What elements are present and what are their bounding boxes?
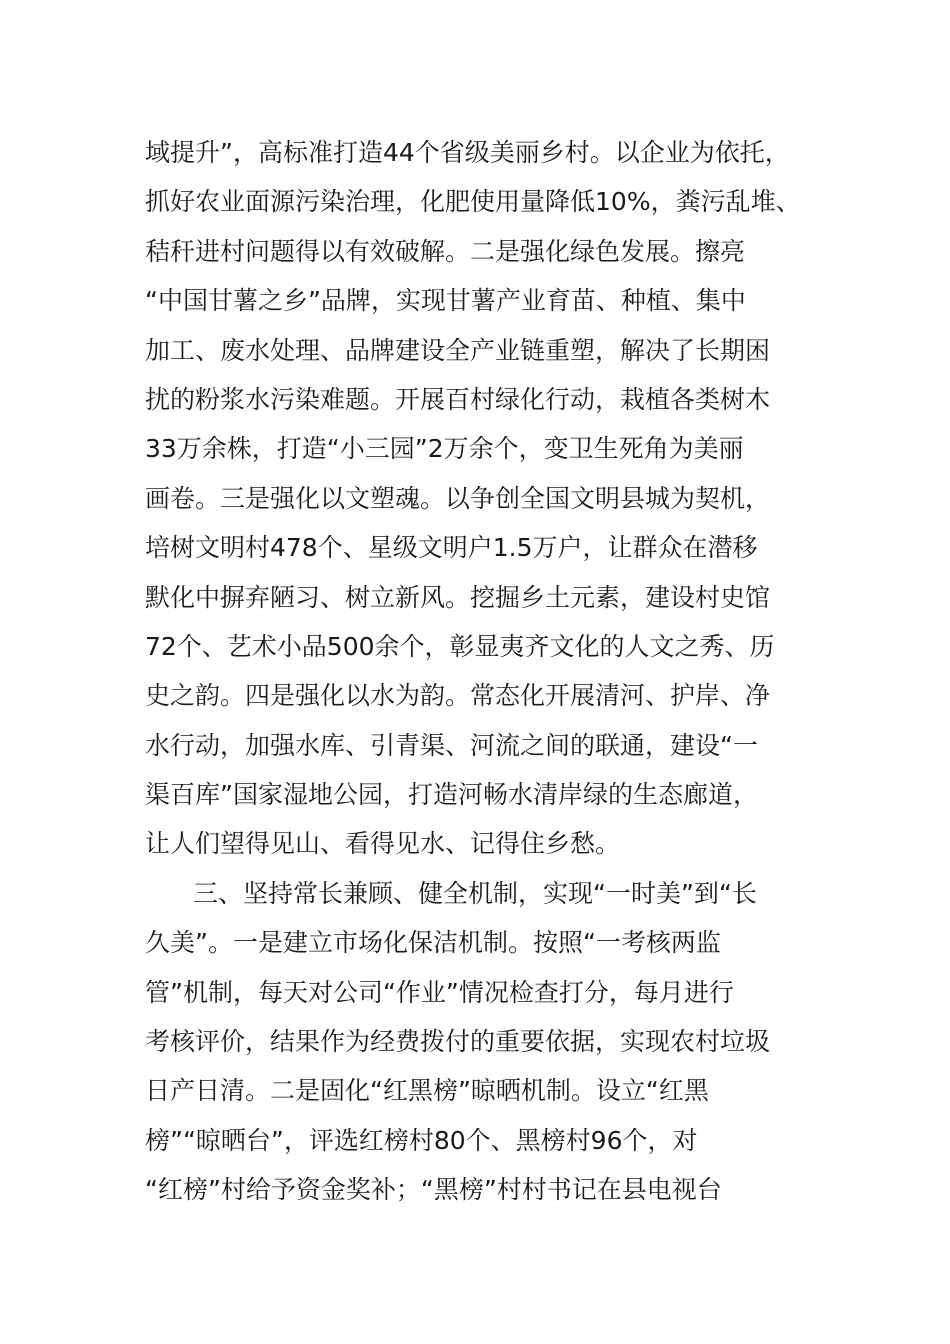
text-line: 日产日清。二是固化“红黑榜”晾晒机制。设立“红黑 [145, 1076, 709, 1106]
text-line: 榜”“晾晒台”，评选红榜村80个、黑榜村96个，对 [145, 1125, 698, 1155]
text-line: 久美”。一是建立市场化保洁机制。按照“一考核两监 [145, 928, 721, 958]
text-line: 考核评价，结果作为经费拨付的重要依据，实现农村垃圾 [145, 1027, 771, 1057]
text-line: 扰的粉浆水污染难题。开展百村绿化行动，栽植各类树木 [145, 384, 771, 414]
text-line: 画卷。三是强化以文塑魂。以争创全国文明县城为契机， [145, 483, 771, 513]
text-line: 加工、废水处理、品牌建设全产业链重塑，解决了长期困 [145, 335, 771, 365]
text-line: 默化中摒弃陋习、树立新风。挖掘乡土元素，建设村史馆 [145, 582, 771, 612]
text-line: “中国甘薯之乡”品牌，实现甘薯产业育苗、种植、集中 [145, 286, 746, 316]
text-line: 渠百库”国家湿地公园，打造河畅水清岸绿的生态廊道， [145, 780, 758, 810]
text-line: 管”机制，每天对公司“作业”情况检查打分，每月进行 [145, 977, 734, 1007]
text-line: 域提升”，高标准打造44个省级美丽乡村。以企业为依托， [145, 138, 790, 167]
body-text [145, 128, 825, 1215]
section-heading-line: 三、坚持常长兼顾、健全机制，实现“一时美”到“长 [193, 878, 757, 908]
text-line: 秸秆进村问题得以有效破解。二是强化绿色发展。擦亮 [145, 236, 746, 266]
text-line: 培树文明村478个、星级文明户1.5万户，让群众在潜移 [145, 533, 758, 563]
text-line: 水行动，加强水库、引青渠、河流之间的联通，建设“一 [145, 730, 758, 760]
text-line: 72个、艺术小品500余个，彰显夷齐文化的人文之秀、历 [145, 631, 775, 661]
text-line: 史之韵。四是强化以水为韵。常态化开展清河、护岸、净 [145, 681, 771, 711]
text-line: 33万余株，打造“小三园”2万余个，变卫生死角为美丽 [145, 434, 744, 464]
text-line: “红榜”村给予资金奖补；“黑榜”村村书记在县电视台 [145, 1175, 722, 1205]
text-line: 让人们望得见山、看得见水、记得住乡愁。 [145, 829, 621, 859]
text-line: 抓好农业面源污染治理，化肥使用量降低10%，粪污乱堆、 [145, 187, 801, 217]
